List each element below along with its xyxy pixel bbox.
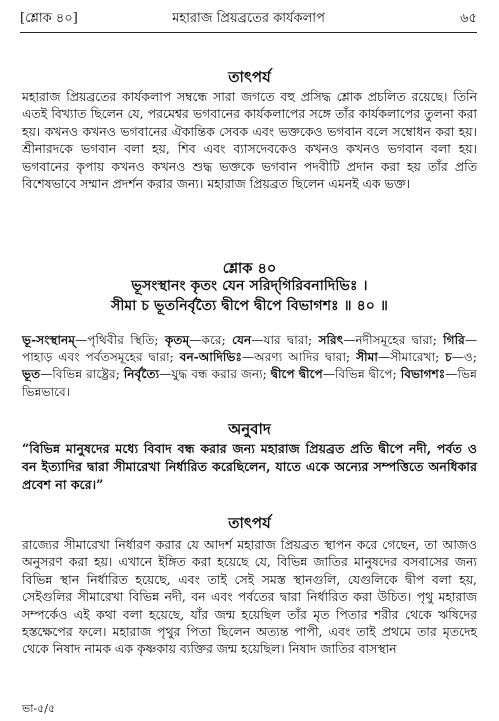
synonym-meaning: পৃথিবীর স্থিতি; xyxy=(87,333,165,347)
synonym-entry: ভূ-সংস্থানম্—পৃথিবীর স্থিতি; xyxy=(22,333,165,347)
synonym-meaning: বিভিন্ন দ্বীপে; xyxy=(335,367,401,382)
page-number: ৬৫ xyxy=(460,11,477,26)
purport-text: মহারাজ প্রিয়ব্রতের কার্যকলাপ সম্বন্ধে সারা জগতে বহু প্রসিদ্ধ শ্লোক প্রচলিত রয়েছে। তিনি এতই বিখ্যাত ছিলেন যে, পরমেশ্বর ভগবানের কার্যকলাপের সঙ্গে তাঁর কার্যকলাপের তুলনা করা হয়। কখনও কখনও ভগবানের ঐকান্তিক সেবক এবং ভক্তকেও ভগবান বলে সম্বোধন করা হয়। শ্রীনারদকে ভগবান বলা হয়, শিব এবং ব্যাসদেবকেও কখনও কখনও ভগবান বলা হয়। ভগবানের কৃপায় কখনও কখনও শুদ্ধ ভক্তকে ভগবান পদবীটি প্রদান করা হয় তাঁর প্রতি বিশেষভাবে সম্মান প্রদর্শন করার জন্য। মহারাজ প্রিয়ব্রত ছিলেন এমনই এক ভক্ত। xyxy=(22,89,477,192)
verse-line-2: সীমা চ ভূতনির্বৃত্যৈ দ্বীপে দ্বীপে বিভাগশঃ ॥ ৪০ ॥ xyxy=(111,298,388,314)
running-header xyxy=(20,8,477,30)
synonym-term: গিরি xyxy=(443,333,465,347)
synonym-entry: কৃতম্—করে; xyxy=(164,333,233,347)
purport-heading: তাৎপর্য xyxy=(228,514,271,532)
verse-line-1: ভূসংস্থানং কৃতং যেন সরিদ্‌গিরিবনাদিভিঃ । xyxy=(131,278,368,294)
footer-signature: ভা-৫/৫ xyxy=(22,702,56,715)
synonym-entry: সীমা—সীমারেখা; xyxy=(356,350,446,365)
synonym-entry: বন-আদিভিঃ—অরণ্য আদির দ্বারা; xyxy=(179,350,357,365)
purport-paragraph xyxy=(22,536,477,658)
synonym-term: সরিৎ xyxy=(318,333,344,347)
synonym-meaning: ও; xyxy=(463,350,477,365)
synonym-meaning: পাহাড় এবং পর্বতসমূহের দ্বারা; xyxy=(22,350,180,365)
verse-reference: [শ্লোক ৪০] xyxy=(20,11,78,26)
header-rule xyxy=(20,32,477,33)
purport-text: রাজ্যের সীমারেখা নির্ধারণ করার যে আদর্শ মহারাজ প্রিয়ব্রত স্থাপন করে গেছেন, তা আজও অনুসরণ করা হয়। এখানে ইঙ্গিত করা হয়েছে যে, বিভিন্ন জাতির মানুষদের বসবাসের জন্য বিভিন্ন স্থান নির্ধারিত হয়েছে, এবং তাই সেই সমস্ত স্থানগুলি, যেগুলিকে দ্বীপ বলা হয়, সেইগুলির সীমারেখা বিভিন্ন নদী, বন এবং পর্বতের দ্বারা নির্ধারিত করা উচিত। পৃথু মহারাজ সম্পর্কেও এই কথা বলা হয়েছে, যাঁর জন্ম হয়েছিল তাঁর মৃত পিতার শরীর থেকে ঋষিদের হস্তক্ষেপের ফলে। মহারাজ পৃথুর পিতা ছিলেন অত্যন্ত পাপী, এবং তাই প্রথমে তার মৃতদেহ থেকে নিষাদ নামক এক কৃষ্ণকায় ব্যক্তির জন্ম হয়েছিল। নিষাদ জাতির বাসস্থান xyxy=(22,537,477,657)
synonym-term: চ xyxy=(445,350,452,365)
synonym-meaning: অরণ্য আদির দ্বারা; xyxy=(254,350,357,365)
synonym-term: ভূ-সংস্থানম্ xyxy=(22,333,76,347)
synonym-entry: দ্বীপে দ্বীপে—বিভিন্ন দ্বীপে; xyxy=(270,367,401,382)
chapter-title: মহারাজ প্রিয়ব্রতের কার্যকলাপ xyxy=(172,11,325,26)
synonym-meaning: যার দ্বারা; xyxy=(263,333,319,347)
synonyms-block xyxy=(22,332,477,401)
synonym-term: বন-আদিভিঃ xyxy=(179,350,242,365)
purport-heading: তাৎপর্য xyxy=(228,68,271,86)
synonym-term: কৃতম্ xyxy=(164,333,190,347)
synonym-entry: বিভাগশঃ—ভিন্ন ভিন্নভাবে। xyxy=(22,367,478,399)
synonym-term: বিভাগশঃ xyxy=(400,367,446,382)
purport-paragraph xyxy=(22,88,477,192)
synonym-meaning: করে; xyxy=(201,333,233,347)
sanskrit-verse xyxy=(0,276,499,316)
translation-heading: অনুবাদ xyxy=(228,420,271,438)
synonym-meaning: সীমারেখা; xyxy=(390,350,446,365)
translation-paragraph: “বিভিন্ন মানুষদের মধ্যে বিবাদ বন্ধ করার জন্য মহারাজ প্রিয়ব্রত প্রতি দ্বীপে নদী, পর্বত ও বন ইত্যাদির দ্বারা সীমারেখা নির্ধারিত করেছিলেন, যাতে একে অন্যের সম্পত্তিতে অনধিকার প্রবেশ না করে।” xyxy=(22,441,477,492)
synonym-meaning: ভিন্ন ভিন্নভাবে। xyxy=(22,367,478,399)
synonym-meaning: বিভিন্ন রাষ্ট্রের; xyxy=(52,367,124,382)
synonym-meaning: যুদ্ধ বন্ধ করার জন্য; xyxy=(171,367,271,382)
synonym-entry: যেন—যার দ্বারা; xyxy=(232,333,319,347)
synonym-entry: চ—ও; xyxy=(445,350,477,365)
synonym-entry: গিরি—পাহাড় এবং পর্বতসমূহের দ্বারা; xyxy=(22,333,477,365)
synonym-term: দ্বীপে দ্বীপে xyxy=(270,367,323,382)
synonym-entry: সরিৎ—নদীসমূহের দ্বারা; xyxy=(318,333,444,347)
synonym-entry: ভূত—বিভিন্ন রাষ্ট্রের; xyxy=(22,367,124,382)
synonym-term: যেন xyxy=(232,333,252,347)
synonym-meaning: নদীসমূহের দ্বারা; xyxy=(355,333,444,347)
verse-heading: শ্লোক ৪০ xyxy=(222,260,277,277)
synonym-term: ভূত xyxy=(22,367,41,382)
synonym-term: সীমা xyxy=(356,350,378,365)
synonym-entry: নির্বৃত্যৈ—যুদ্ধ বন্ধ করার জন্য; xyxy=(123,367,271,382)
synonym-term: নির্বৃত্যৈ xyxy=(123,367,160,382)
